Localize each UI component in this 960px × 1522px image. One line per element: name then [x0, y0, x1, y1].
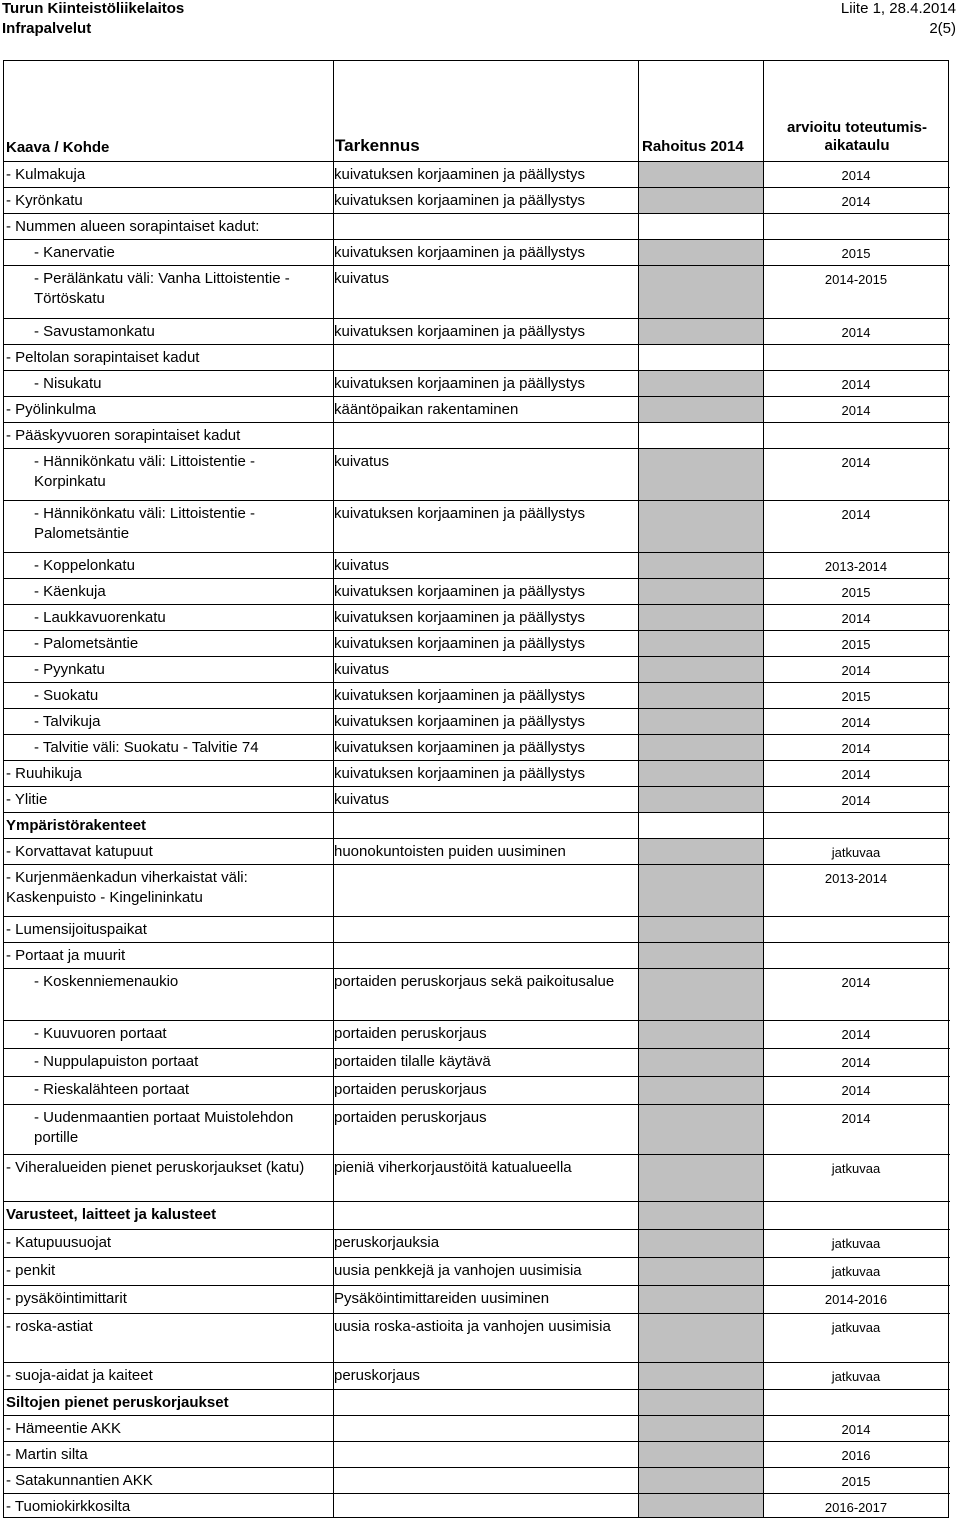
aikataulu-cell: 2014	[841, 1027, 871, 1042]
aikataulu-cell: 2015	[841, 1474, 871, 1489]
org-name: Turun Kiinteistöliikelaitos	[2, 0, 185, 17]
aikataulu-cell: 2014	[841, 168, 871, 183]
aikataulu-cell: 2016	[841, 1448, 871, 1463]
tarkennus-cell: pieniä viherkorjaustöitä katualueella	[334, 1159, 572, 1176]
kohde-cell: - Katupuusuojat	[6, 1234, 112, 1251]
kohde-cell: - Portaat ja muurit	[6, 947, 126, 964]
aikataulu-cell: jatkuvaa	[831, 1161, 881, 1176]
tarkennus-cell: portaiden tilalle käytävä	[334, 1053, 491, 1070]
kohde-cell: - Suokatu	[34, 687, 99, 704]
table-row	[4, 1049, 948, 1077]
aikataulu-cell: 2014	[841, 793, 871, 808]
table-row	[4, 579, 948, 605]
aikataulu-cell: 2014	[841, 1083, 871, 1098]
table-row	[4, 839, 948, 865]
kohde-cell: - Hännikönkatu väli: Littoistentie - Palometsäntie	[34, 505, 255, 542]
tarkennus-cell: kuivatuksen korjaaminen ja päällystys	[334, 192, 585, 209]
kohde-cell: - Kuuvuoren portaat	[34, 1025, 167, 1042]
table-row	[4, 1258, 948, 1286]
tarkennus-cell: kuivatuksen korjaaminen ja päällystys	[334, 739, 585, 756]
aikataulu-cell: jatkuvaa	[831, 1236, 881, 1251]
aikataulu-cell: jatkuvaa	[831, 1320, 881, 1335]
table-row	[4, 1314, 948, 1363]
aikataulu-cell: 2014	[841, 325, 871, 340]
table-row	[4, 865, 948, 917]
column-header-aikataulu-line1: arvioitu toteutumis-	[786, 119, 927, 136]
kohde-cell: - Pääskyvuoren sorapintaiset kadut	[6, 427, 241, 444]
kohde-cell: - pysäköintimittarit	[6, 1290, 127, 1307]
kohde-cell: - Kulmakuja	[6, 166, 86, 183]
kohde-cell: - Hämeentie AKK	[6, 1420, 122, 1437]
table-row	[4, 162, 948, 188]
column-header-kohde: Kaava / Kohde	[6, 139, 110, 156]
kohde-cell: - Pyynkatu	[34, 661, 105, 678]
kohde-cell: - Uudenmaantien portaat Muistolehdon portille	[34, 1109, 294, 1146]
tarkennus-cell: kuivatuksen korjaaminen ja päällystys	[334, 609, 585, 626]
table-row	[4, 1077, 948, 1105]
tarkennus-cell: portaiden peruskorjaus sekä paikoitusalue	[334, 973, 615, 990]
aikataulu-cell: 2014	[841, 1055, 871, 1070]
table-row	[4, 266, 948, 319]
table-row	[4, 787, 948, 813]
kohde-cell: Siltojen pienet peruskorjaukset	[6, 1394, 229, 1411]
aikataulu-cell: jatkuvaa	[831, 1264, 881, 1279]
tarkennus-cell: kuivatus	[334, 661, 390, 678]
kohde-cell: - Ylitie	[6, 791, 48, 808]
aikataulu-cell: 2014	[841, 403, 871, 418]
table-row	[4, 657, 948, 683]
table-row	[4, 1442, 948, 1468]
aikataulu-cell: 2015	[841, 246, 871, 261]
tarkennus-cell: portaiden peruskorjaus	[334, 1109, 487, 1126]
table-row	[4, 1416, 948, 1442]
aikataulu-cell: 2014	[841, 1111, 871, 1126]
tarkennus-cell: kuivatuksen korjaaminen ja päällystys	[334, 375, 585, 392]
table-row	[4, 943, 948, 969]
kohde-cell: - Käenkuja	[34, 583, 106, 600]
table-row	[4, 553, 948, 579]
kohde-cell: Varusteet, laitteet ja kalusteet	[6, 1206, 217, 1223]
tarkennus-cell: kuivatuksen korjaaminen ja päällystys	[334, 583, 585, 600]
aikataulu-cell: 2016-2017	[824, 1500, 888, 1515]
aikataulu-cell: 2014	[841, 507, 871, 522]
tarkennus-cell: portaiden peruskorjaus	[334, 1081, 487, 1098]
kohde-cell: - Tuomiokirkkosilta	[6, 1498, 131, 1515]
table-row	[4, 1468, 948, 1494]
tarkennus-cell: kuivatus	[334, 270, 390, 287]
aikataulu-cell: 2014	[841, 715, 871, 730]
tarkennus-cell: Pysäköintimittareiden uusiminen	[334, 1290, 550, 1307]
table-row	[4, 1202, 948, 1230]
aikataulu-cell: 2014	[841, 455, 871, 470]
aikataulu-cell: 2015	[841, 585, 871, 600]
kohde-cell: - Hännikönkatu väli: Littoistentie - Korpinkatu	[34, 453, 255, 490]
aikataulu-cell: 2013-2014	[824, 871, 888, 886]
table-row	[4, 1494, 948, 1518]
table-row	[4, 1286, 948, 1314]
aikataulu-cell: 2014-2016	[824, 1292, 888, 1307]
tarkennus-cell: uusia roska-astioita ja vanhojen uusimisia	[334, 1318, 611, 1335]
aikataulu-cell: 2014	[841, 377, 871, 392]
tarkennus-cell: huonokuntoisten puiden uusiminen	[334, 843, 566, 860]
kohde-cell: - Palometsäntie	[34, 635, 139, 652]
tarkennus-cell: kuivatus	[334, 791, 390, 808]
table-row	[4, 683, 948, 709]
table-row	[4, 423, 948, 449]
tarkennus-cell: peruskorjauksia	[334, 1234, 440, 1251]
aikataulu-cell: 2014	[841, 611, 871, 626]
table-row	[4, 969, 948, 1021]
aikataulu-cell: 2014	[841, 767, 871, 782]
kohde-cell: - Peltolan sorapintaiset kadut	[6, 349, 200, 366]
table-row	[4, 397, 948, 423]
table-row	[4, 1021, 948, 1049]
table-row	[4, 371, 948, 397]
column-header-tarkennus: Tarkennus	[335, 136, 420, 155]
aikataulu-cell: 2014	[841, 741, 871, 756]
tarkennus-cell: kuivatuksen korjaaminen ja päällystys	[334, 244, 585, 261]
table-row	[4, 449, 948, 501]
table-row	[4, 735, 948, 761]
kohde-cell: - suoja-aidat ja kaiteet	[6, 1367, 153, 1384]
attachment-label: Liite 1, 28.4.2014	[840, 0, 956, 17]
column-header-aikataulu-line2: aikataulu	[824, 137, 890, 154]
kohde-cell: - penkit	[6, 1262, 56, 1279]
tarkennus-cell: kuivatuksen korjaaminen ja päällystys	[334, 323, 585, 340]
table-row	[4, 1363, 948, 1390]
table-row	[4, 240, 948, 266]
kohde-cell: - Nummen alueen sorapintaiset kadut:	[6, 218, 260, 235]
kohde-cell: - Talvikuja	[34, 713, 101, 730]
aikataulu-cell: 2014	[841, 975, 871, 990]
aikataulu-cell: 2015	[841, 637, 871, 652]
table-row	[4, 319, 948, 345]
aikataulu-cell: 2014	[841, 663, 871, 678]
kohde-cell: - Perälänkatu väli: Vanha Littoistentie - Törtöskatu	[34, 270, 290, 307]
tarkennus-cell: kuivatuksen korjaaminen ja päällystys	[334, 166, 585, 183]
kohde-cell: - Pyölinkulma	[6, 401, 97, 418]
column-header-aikataulu	[764, 119, 950, 155]
project-table	[3, 60, 949, 1518]
kohde-cell: - Laukkavuorenkatu	[34, 609, 166, 626]
kohde-cell: - Koskenniemenaukio	[34, 973, 179, 990]
kohde-cell: - Ruuhikuja	[6, 765, 82, 782]
table-row	[4, 709, 948, 735]
aikataulu-cell: jatkuvaa	[831, 845, 881, 860]
table-row	[4, 1230, 948, 1258]
kohde-cell: - Talvitie väli: Suokatu - Talvitie 74	[34, 739, 259, 756]
kohde-cell: - Kanervatie	[34, 244, 115, 261]
tarkennus-cell: kuivatuksen korjaaminen ja päällystys	[334, 505, 585, 522]
kohde-cell: - Nuppulapuiston portaat	[34, 1053, 199, 1070]
tarkennus-cell: portaiden peruskorjaus	[334, 1025, 487, 1042]
table-row	[4, 345, 948, 371]
kohde-cell: - Nisukatu	[34, 375, 102, 392]
kohde-cell: - Savustamonkatu	[34, 323, 155, 340]
tarkennus-cell: kuivatuksen korjaaminen ja päällystys	[334, 687, 585, 704]
column-header-rahoitus: Rahoitus 2014	[642, 138, 744, 155]
aikataulu-cell: 2013-2014	[824, 559, 888, 574]
tarkennus-cell: peruskorjaus	[334, 1367, 420, 1384]
tarkennus-cell: kuivatuksen korjaaminen ja päällystys	[334, 765, 585, 782]
tarkennus-cell: kuivatus	[334, 557, 390, 574]
aikataulu-cell: 2015	[841, 689, 871, 704]
table-row	[4, 761, 948, 787]
aikataulu-cell: 2014-2015	[824, 272, 888, 287]
aikataulu-cell: 2014	[841, 194, 871, 209]
kohde-cell: - Viheralueiden pienet peruskorjaukset (katu)	[6, 1159, 305, 1176]
kohde-cell: - Kurjenmäenkadun viherkaistat väli: Kaskenpuisto - Kingelininkatu	[6, 869, 248, 906]
table-row	[4, 917, 948, 943]
kohde-cell: - Korvattavat katupuut	[6, 843, 153, 860]
page-number: 2(5)	[929, 20, 956, 37]
table-row	[4, 631, 948, 657]
tarkennus-cell: kääntöpaikan rakentaminen	[334, 401, 519, 418]
table-row	[4, 188, 948, 214]
kohde-cell: - roska-astiat	[6, 1318, 93, 1335]
kohde-cell: - Martin silta	[6, 1446, 88, 1463]
tarkennus-cell: kuivatuksen korjaaminen ja päällystys	[334, 713, 585, 730]
kohde-cell: - Koppelonkatu	[34, 557, 135, 574]
table-row	[4, 214, 948, 240]
kohde-cell: Ympäristörakenteet	[6, 817, 147, 834]
table-row	[4, 501, 948, 553]
table-row	[4, 1155, 948, 1202]
kohde-cell: - Kyrönkatu	[6, 192, 83, 209]
tarkennus-cell: kuivatus	[334, 453, 390, 470]
aikataulu-cell: jatkuvaa	[831, 1369, 881, 1384]
table-row	[4, 1390, 948, 1416]
table-row	[4, 1105, 948, 1155]
aikataulu-cell: 2014	[841, 1422, 871, 1437]
kohde-cell: - Lumensijoituspaikat	[6, 921, 147, 938]
kohde-cell: - Rieskalähteen portaat	[34, 1081, 190, 1098]
department-name: Infrapalvelut	[2, 20, 92, 37]
tarkennus-cell: uusia penkkejä ja vanhojen uusimisia	[334, 1262, 582, 1279]
tarkennus-cell: kuivatuksen korjaaminen ja päällystys	[334, 635, 585, 652]
table-row	[4, 813, 948, 839]
kohde-cell: - Satakunnantien AKK	[6, 1472, 153, 1489]
table-row	[4, 605, 948, 631]
